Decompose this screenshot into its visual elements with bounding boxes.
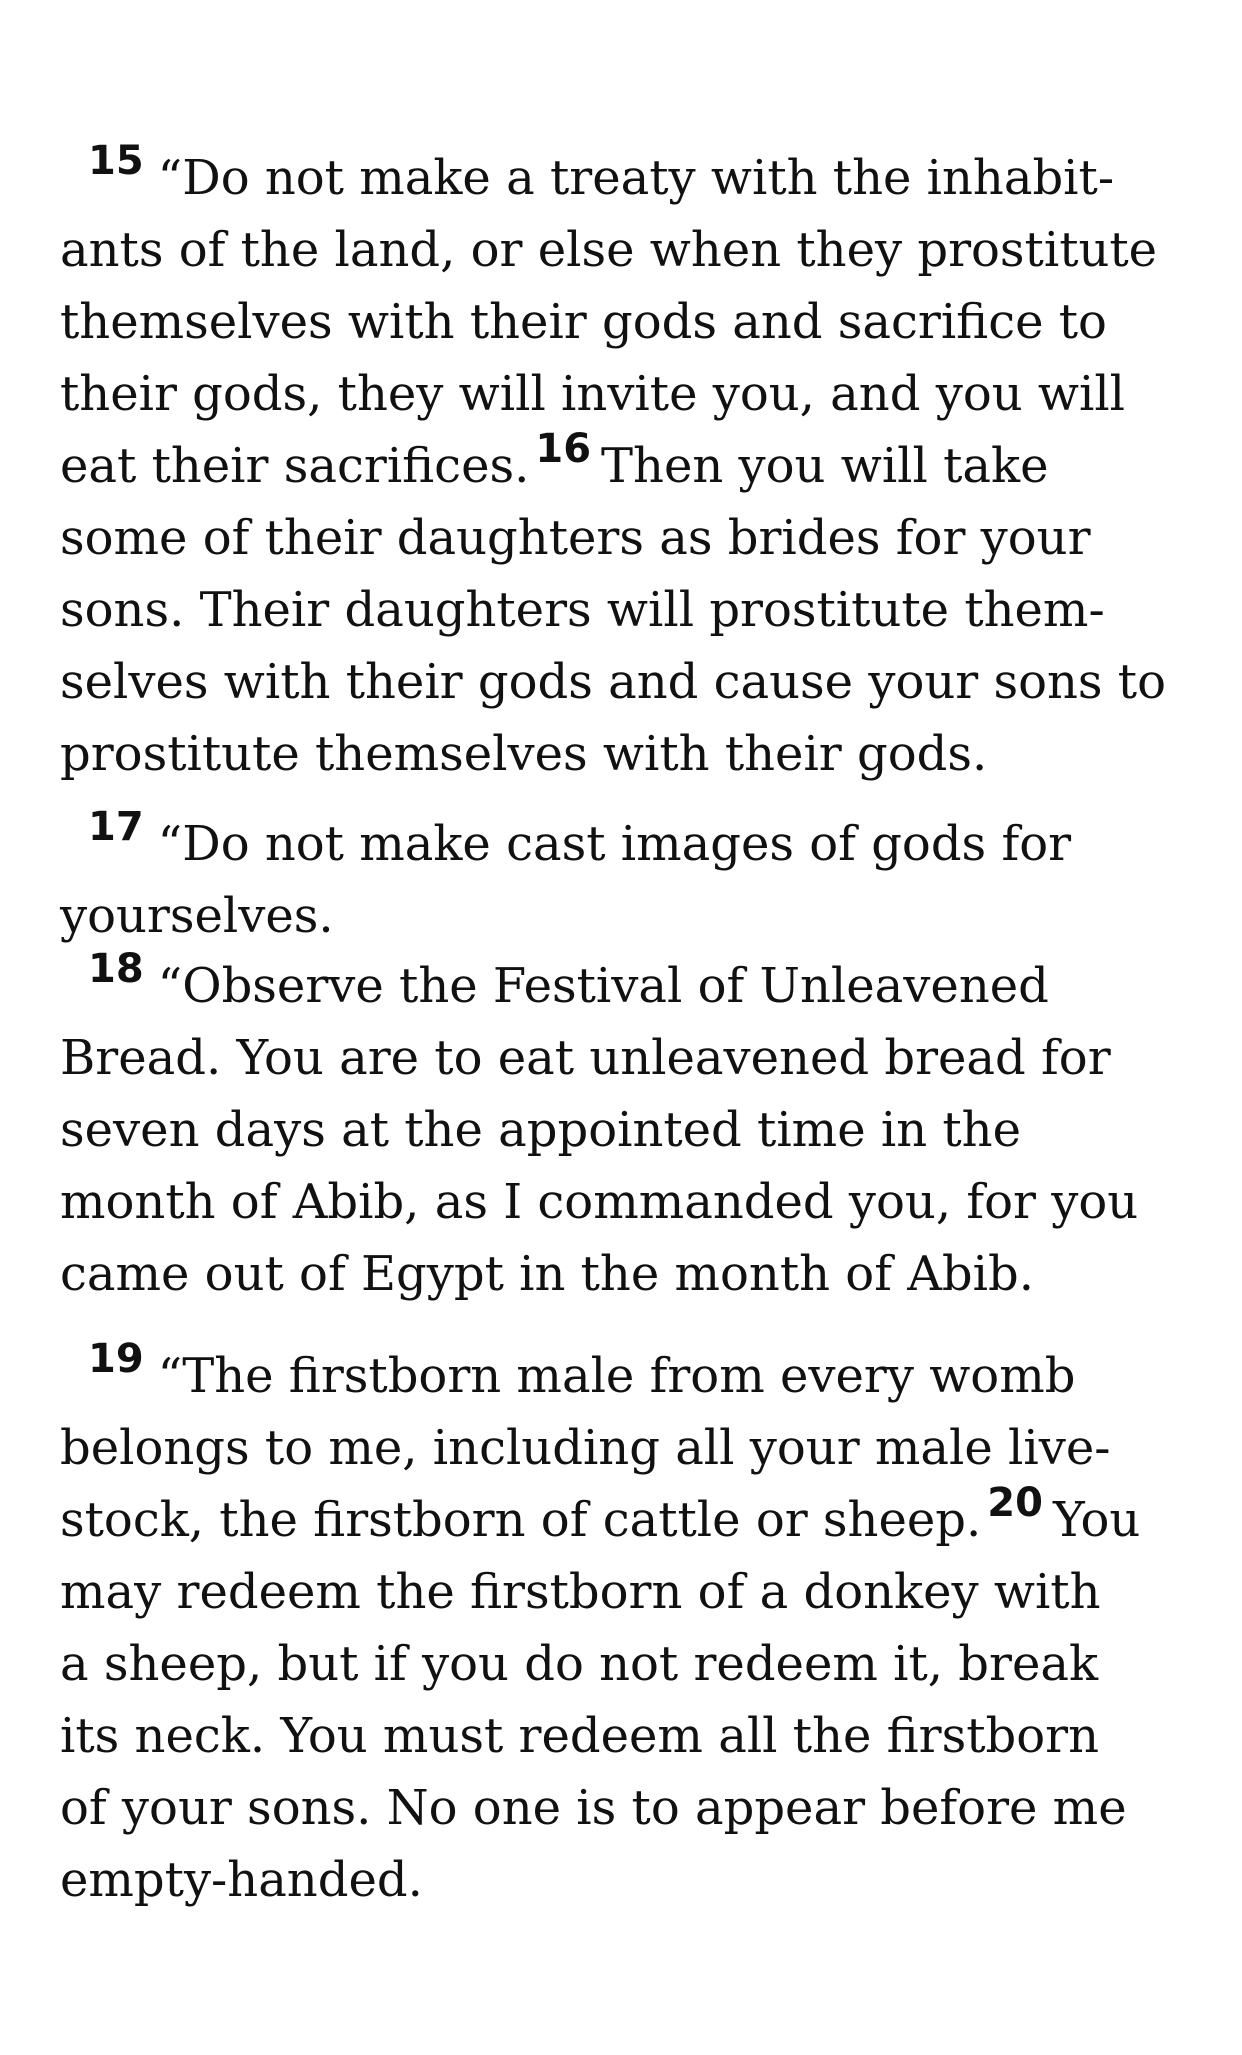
verse-text: some of their daughters as brides for your xyxy=(60,510,1091,566)
verse-text: may redeem the firstborn of a donkey with xyxy=(60,1564,1101,1620)
text-line xyxy=(60,1166,1138,1238)
text-line xyxy=(60,1022,1111,1094)
text-line xyxy=(60,1556,1101,1628)
verse-number: 20 xyxy=(987,1480,1043,1526)
verse-text: themselves with their gods and sacrifice to xyxy=(60,294,1107,350)
verse-text: sons. Their daughters will prostitute them- xyxy=(60,582,1105,638)
text-line xyxy=(60,426,1049,505)
verse-text: stock, the firstborn of cattle or sheep. xyxy=(60,1492,982,1548)
verse-text: their gods, they will invite you, and you will xyxy=(60,366,1126,422)
text-line xyxy=(88,946,1049,1025)
text-line xyxy=(60,1700,1099,1772)
verse-text: month of Abib, as I commanded you, for you xyxy=(60,1174,1139,1230)
text-line xyxy=(60,286,1107,358)
verse-text: seven days at the appointed time in the xyxy=(60,1102,1021,1158)
verse-text: “Do not make cast images of gods for xyxy=(157,816,1072,872)
verse-text: yourselves. xyxy=(60,888,334,944)
text-line xyxy=(60,1412,1111,1484)
text-line xyxy=(60,880,334,952)
verse-text: Bread. You are to eat unleavened bread for xyxy=(60,1030,1111,1086)
text-line xyxy=(60,1094,1021,1166)
verse-text: its neck. You must redeem all the firstborn xyxy=(60,1708,1100,1764)
text-line xyxy=(60,214,1157,286)
text-line xyxy=(60,1844,423,1916)
verse-text: a sheep, but if you do not redeem it, break xyxy=(60,1636,1099,1692)
text-line xyxy=(60,718,987,790)
verse-text: came out of Egypt in the month of Abib. xyxy=(60,1246,1034,1302)
verse-text: “Observe the Festival of Unleavened xyxy=(157,958,1049,1014)
text-line xyxy=(60,358,1125,430)
verse-number: 15 xyxy=(88,138,144,184)
verse-number: 16 xyxy=(535,426,592,472)
text-line xyxy=(60,1628,1098,1700)
text-line xyxy=(88,804,1072,883)
verse-text: “The firstborn male from every womb xyxy=(157,1348,1076,1404)
verse-text: “Do not make a treaty with the inhabit- xyxy=(157,150,1115,206)
verse-text: ants of the land, or else when they prostitute xyxy=(60,222,1158,278)
verse-text: You xyxy=(1052,1492,1141,1548)
text-line xyxy=(88,138,1115,217)
text-line xyxy=(88,1336,1076,1415)
text-line xyxy=(60,1238,1034,1310)
verse-text: selves with their gods and cause your sons to xyxy=(60,654,1166,710)
verse-text: Then you will take xyxy=(601,438,1049,494)
verse-text: empty-handed. xyxy=(60,1852,423,1908)
text-line xyxy=(60,1480,1141,1559)
verse-number: 18 xyxy=(88,946,144,992)
text-line xyxy=(60,1772,1127,1844)
text-line xyxy=(60,574,1105,646)
verse-text: prostitute themselves with their gods. xyxy=(60,726,988,782)
text-line xyxy=(60,646,1166,718)
verse-text: belongs to me, including all your male live- xyxy=(60,1420,1111,1476)
verse-number: 19 xyxy=(88,1336,144,1382)
verse-text: eat their sacrifices. xyxy=(60,438,530,494)
verse-text: of your sons. No one is to appear before me xyxy=(60,1780,1127,1836)
verse-number: 17 xyxy=(88,804,144,850)
text-line xyxy=(60,502,1091,574)
